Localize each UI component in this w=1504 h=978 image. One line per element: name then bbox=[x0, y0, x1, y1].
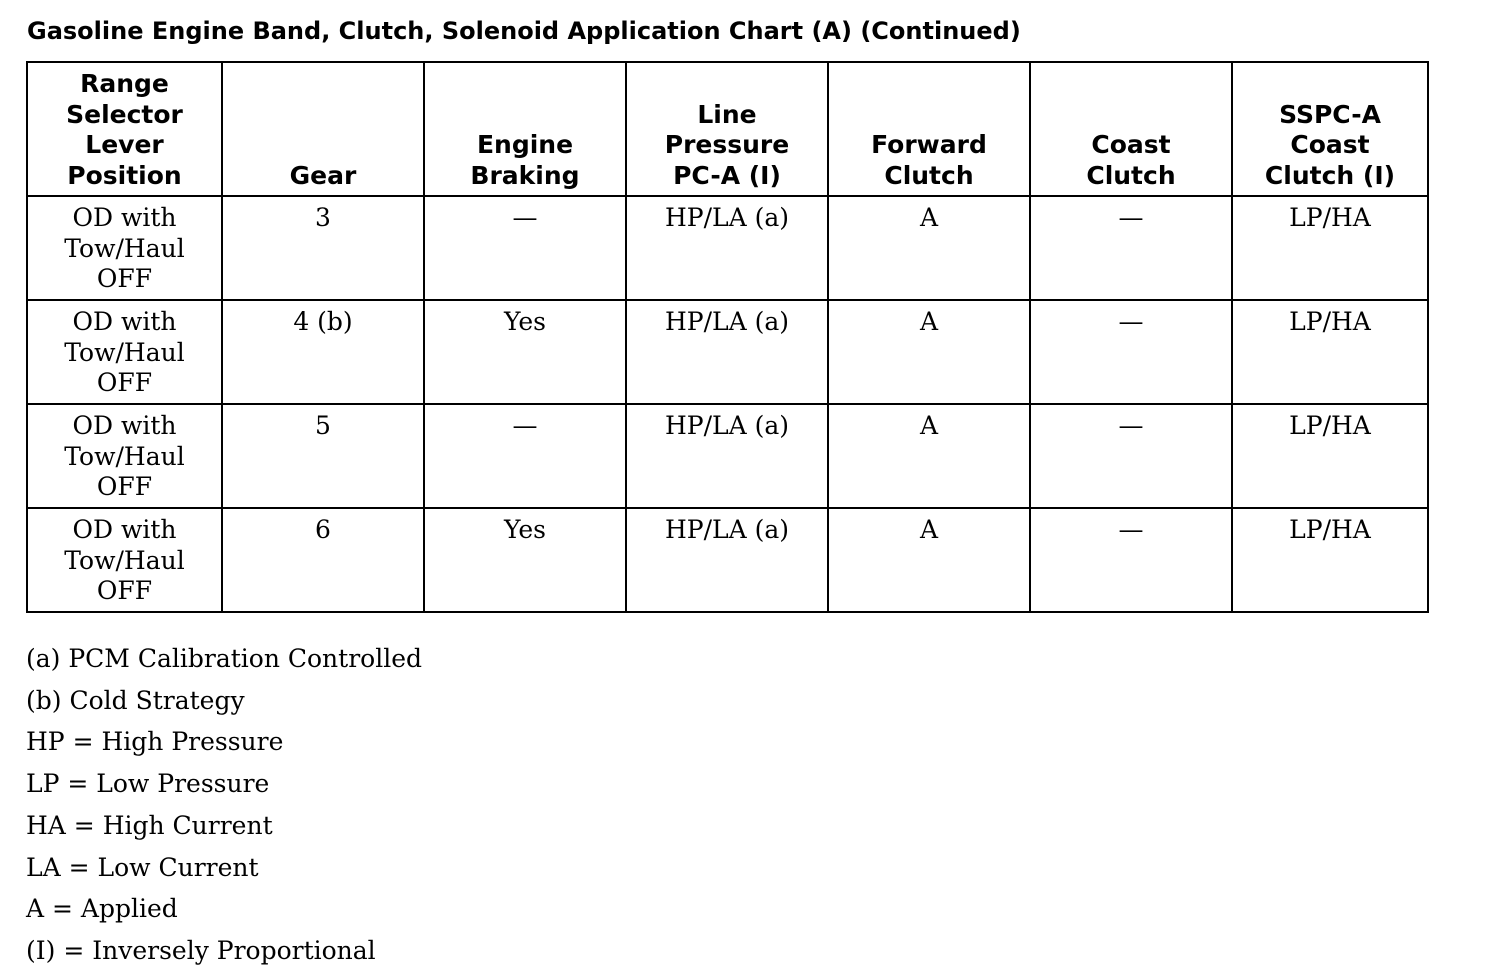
cell-sspc-a-coast-clutch: LP/HA bbox=[1232, 196, 1428, 300]
cell-text-line: Tow/Haul bbox=[64, 233, 185, 263]
cell-line-pressure: HP/LA (a) bbox=[626, 300, 828, 404]
header-line-pressure bbox=[626, 62, 828, 196]
cell-gear: 3 bbox=[222, 196, 424, 300]
legend-item: HP = High Pressure bbox=[26, 727, 284, 757]
cell-text-line: OD with bbox=[72, 307, 177, 336]
header-text-line: Line bbox=[697, 99, 757, 129]
footnotes bbox=[26, 638, 422, 972]
header-text-line: Coast bbox=[1290, 130, 1370, 159]
header-text-line: SSPC-A bbox=[1279, 99, 1381, 129]
cell-sspc-a-coast-clutch: LP/HA bbox=[1232, 300, 1428, 404]
table-row bbox=[27, 404, 1428, 508]
header-row bbox=[27, 62, 1428, 196]
header-text-line: Pressure bbox=[664, 130, 790, 159]
cell-text-line: Tow/Haul bbox=[64, 545, 185, 575]
legend-item: HA = High Current bbox=[26, 810, 273, 840]
cell-position bbox=[27, 196, 222, 300]
legend-item: LP = Low Pressure bbox=[26, 769, 270, 799]
header-coast-clutch bbox=[1030, 62, 1232, 196]
footnote: (b) Cold Strategy bbox=[26, 685, 245, 715]
cell-forward-clutch: A bbox=[828, 196, 1030, 300]
header-forward-clutch bbox=[828, 62, 1030, 196]
cell-position bbox=[27, 508, 222, 612]
footnote: (a) PCM Calibration Controlled bbox=[26, 644, 422, 673]
cell-text-line: OD with bbox=[72, 411, 177, 440]
application-chart-table bbox=[26, 61, 1429, 613]
legend-item: LA = Low Current bbox=[26, 852, 259, 882]
header-text-line: Braking bbox=[470, 160, 580, 190]
header-text-line: Lever bbox=[85, 130, 164, 159]
cell-line-pressure: HP/LA (a) bbox=[626, 196, 828, 300]
cell-engine-braking: — bbox=[424, 196, 626, 300]
cell-position bbox=[27, 404, 222, 508]
cell-text-line: OFF bbox=[96, 368, 153, 397]
header-text-line: Selector bbox=[66, 99, 183, 129]
cell-forward-clutch: A bbox=[828, 300, 1030, 404]
cell-position bbox=[27, 300, 222, 404]
header-text-line: Clutch bbox=[884, 160, 974, 190]
cell-gear: 6 bbox=[222, 508, 424, 612]
cell-engine-braking: Yes bbox=[424, 508, 626, 612]
legend-item: A = Applied bbox=[26, 894, 178, 924]
cell-coast-clutch: — bbox=[1030, 300, 1232, 404]
header-sspc-a-coast-clutch bbox=[1232, 62, 1428, 196]
header-text-line: Clutch bbox=[1086, 160, 1176, 190]
cell-text-line: Tow/Haul bbox=[64, 337, 185, 367]
header-text-line: PC-A (I) bbox=[673, 160, 781, 190]
cell-text-line: OFF bbox=[96, 472, 153, 501]
cell-line-pressure: HP/LA (a) bbox=[626, 404, 828, 508]
header-engine-braking bbox=[424, 62, 626, 196]
cell-sspc-a-coast-clutch: LP/HA bbox=[1232, 404, 1428, 508]
header-text-line: Engine bbox=[476, 130, 574, 159]
header-text-line: Range bbox=[80, 69, 169, 98]
header-range-selector-lever-position bbox=[27, 62, 222, 196]
cell-sspc-a-coast-clutch: LP/HA bbox=[1232, 508, 1428, 612]
cell-engine-braking: — bbox=[424, 404, 626, 508]
cell-forward-clutch: A bbox=[828, 508, 1030, 612]
header-text-line: Clutch (I) bbox=[1264, 160, 1396, 190]
cell-engine-braking: Yes bbox=[424, 300, 626, 404]
header-text-line: Forward bbox=[871, 130, 987, 159]
cell-coast-clutch: — bbox=[1030, 508, 1232, 612]
header-text-line: Gear bbox=[289, 160, 357, 190]
header-text-line: Coast bbox=[1091, 130, 1171, 159]
cell-text-line: OFF bbox=[96, 264, 153, 293]
header-text-line: Position bbox=[67, 160, 182, 190]
cell-text-line: Tow/Haul bbox=[64, 441, 185, 471]
cell-line-pressure: HP/LA (a) bbox=[626, 508, 828, 612]
table-row bbox=[27, 300, 1428, 404]
cell-text-line: OD with bbox=[72, 515, 177, 544]
cell-gear: 5 bbox=[222, 404, 424, 508]
chart-title: Gasoline Engine Band, Clutch, Solenoid Application Chart (A) (Continued) bbox=[27, 17, 1021, 45]
cell-gear: 4 (b) bbox=[222, 300, 424, 404]
cell-coast-clutch: — bbox=[1030, 196, 1232, 300]
header-gear bbox=[222, 62, 424, 196]
legend-item: (I) = Inversely Proportional bbox=[26, 935, 376, 965]
cell-forward-clutch: A bbox=[828, 404, 1030, 508]
cell-coast-clutch: — bbox=[1030, 404, 1232, 508]
cell-text-line: OD with bbox=[72, 203, 177, 232]
cell-text-line: OFF bbox=[96, 576, 153, 605]
table-row bbox=[27, 508, 1428, 612]
table-row bbox=[27, 196, 1428, 300]
